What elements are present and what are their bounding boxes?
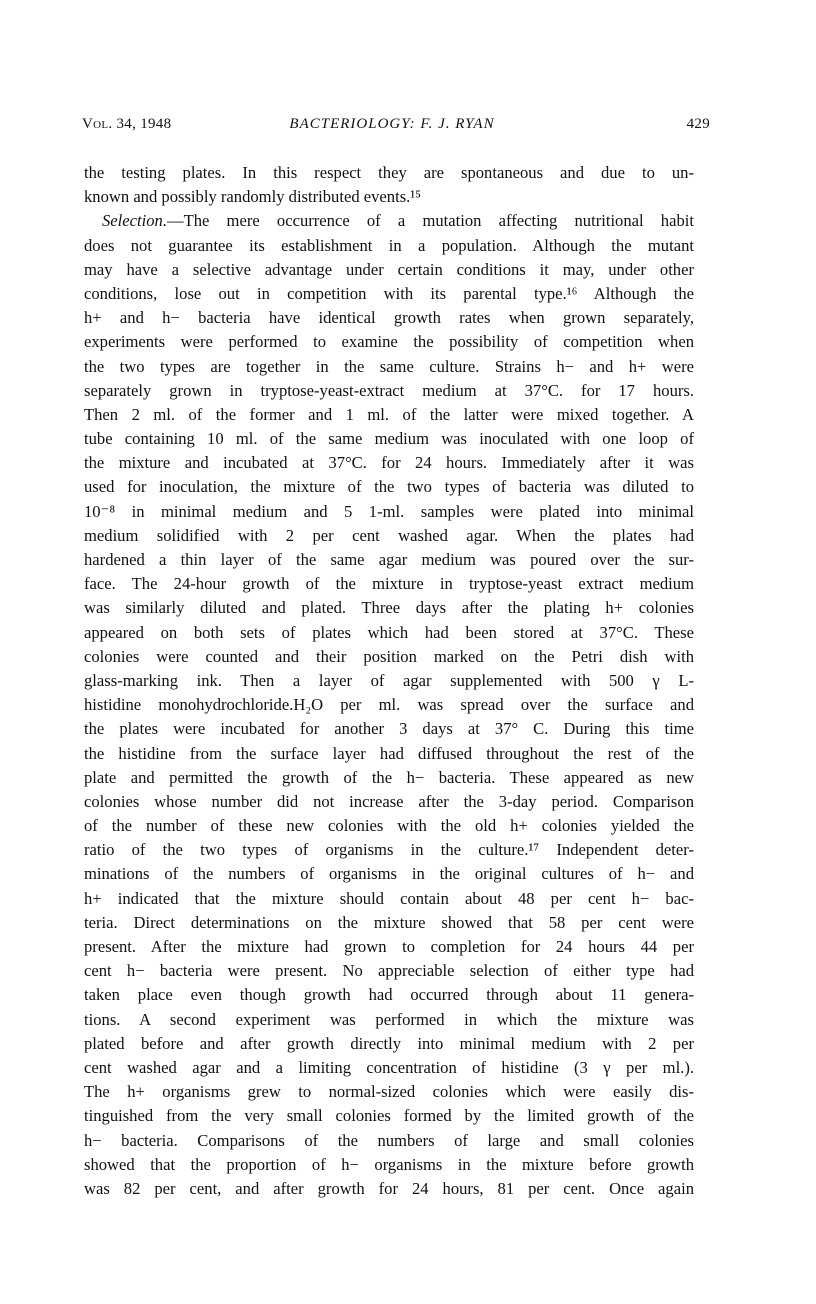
text-line: the plates were incubated for another 3 days at 37° C. During this time (84, 719, 694, 739)
text-line: glass-marking ink. Then a layer of agar supplemented with 500 γ L- (84, 670, 694, 690)
text-line: may have a selective advantage under certain conditions it may, under other (84, 259, 694, 279)
text-line: used for inoculation, the mixture of the two types of bacteria was diluted to (84, 477, 694, 497)
text-line: histidine monohydrochloride.H₂O per ml. was spread over the surface and (84, 695, 694, 715)
text-line: cent h− bacteria were present. No appreciable selection of either type had (84, 961, 694, 981)
text-line: hardened a thin layer of the same agar medium was poured over the sur- (84, 550, 694, 569)
text-line-rest: —The mere occurrence of a mutation affecting nutritional habit (166, 211, 694, 231)
text-line: of the number of these new colonies with the old h+ colonies yielded the (84, 816, 694, 836)
text-line: known and possibly randomly distributed events.¹⁵ (84, 187, 422, 207)
text-line: experiments were performed to examine the possibility of competition when (84, 332, 694, 352)
running-head (82, 116, 710, 140)
text-line: appeared on both sets of plates which had been stored at 37°C. These (84, 622, 694, 642)
text-line: tinguished from the very small colonies formed by the limited growth of the (84, 1106, 694, 1126)
text-line: teria. Direct determinations on the mixture showed that 58 per cent were (84, 912, 694, 932)
text-line: showed that the proportion of h− organisms in the mixture before growth (84, 1154, 694, 1174)
text-line: h− bacteria. Comparisons of the numbers of large and small colonies (84, 1130, 694, 1150)
text-line: medium solidified with 2 per cent washed agar. When the plates had (84, 525, 694, 545)
text-line: conditions, lose out in competition with its parental type.¹⁶ Although the (84, 283, 694, 303)
running-title: BACTERIOLOGY: F. J. RYAN (289, 116, 495, 132)
text-line: colonies were counted and their position marked on the Petri dish with (84, 646, 694, 666)
text-line: plated before and after growth directly into minimal medium with 2 per (84, 1033, 694, 1053)
text-line: was 82 per cent, and after growth for 24 hours, 81 per cent. Once again (84, 1178, 694, 1198)
body-text (84, 161, 694, 1201)
text-line: h+ indicated that the mixture should contain about 48 per cent h− bac- (84, 888, 694, 908)
text-line: 10⁻⁸ in minimal medium and 5 1-ml. samples were plated into minimal (84, 501, 694, 521)
text-line: the testing plates. In this respect they are spontaneous and due to un- (84, 163, 694, 182)
page-number: 429 (686, 116, 710, 132)
text-line: tions. A second experiment was performed in which the mixture was (84, 1009, 694, 1029)
text-line: tube containing 10 ml. of the same medium was inoculated with one loop of (84, 429, 694, 449)
volume-year: Vol. 34, 1948 (82, 116, 172, 132)
text-line: face. The 24-hour growth of the mixture in tryptose-yeast extract medium (84, 574, 694, 594)
text-line: plate and permitted the growth of the h− bacteria. These appeared as new (84, 767, 694, 787)
text-line: minations of the numbers of organisms in the original cultures of h− and (84, 864, 694, 884)
section-heading: Selection. (102, 211, 167, 231)
text-line: the mixture and incubated at 37°C. for 24 hours. Immediately after it was (84, 453, 694, 473)
text-line: Then 2 ml. of the former and 1 ml. of the latter were mixed together. A (84, 404, 694, 424)
text-line: h+ and h− bacteria have identical growth rates when grown separately, (84, 308, 694, 328)
text-line: separately grown in tryptose-yeast-extract medium at 37°C. for 17 hours. (84, 380, 694, 400)
text-line: present. After the mixture had grown to completion for 24 hours 44 per (84, 937, 694, 956)
text-line (84, 209, 694, 233)
text-line: the two types are together in the same culture. Strains h− and h+ were (84, 356, 694, 376)
text-line: ratio of the two types of organisms in the culture.¹⁷ Independent deter- (84, 840, 694, 860)
text-line: The h+ organisms grew to normal-sized colonies which were easily dis- (84, 1082, 694, 1102)
text-line: taken place even though growth had occurred through about 11 genera- (84, 985, 694, 1005)
text-line: cent washed agar and a limiting concentration of histidine (3 γ per ml.). (84, 1057, 694, 1077)
text-line: does not guarantee its establishment in a population. Although the mutant (84, 235, 694, 255)
text-line: colonies whose number did not increase after the 3-day period. Comparison (84, 791, 694, 811)
text-line: was similarly diluted and plated. Three days after the plating h+ colonies (84, 598, 694, 618)
text-line: the histidine from the surface layer had diffused throughout the rest of the (84, 743, 694, 763)
